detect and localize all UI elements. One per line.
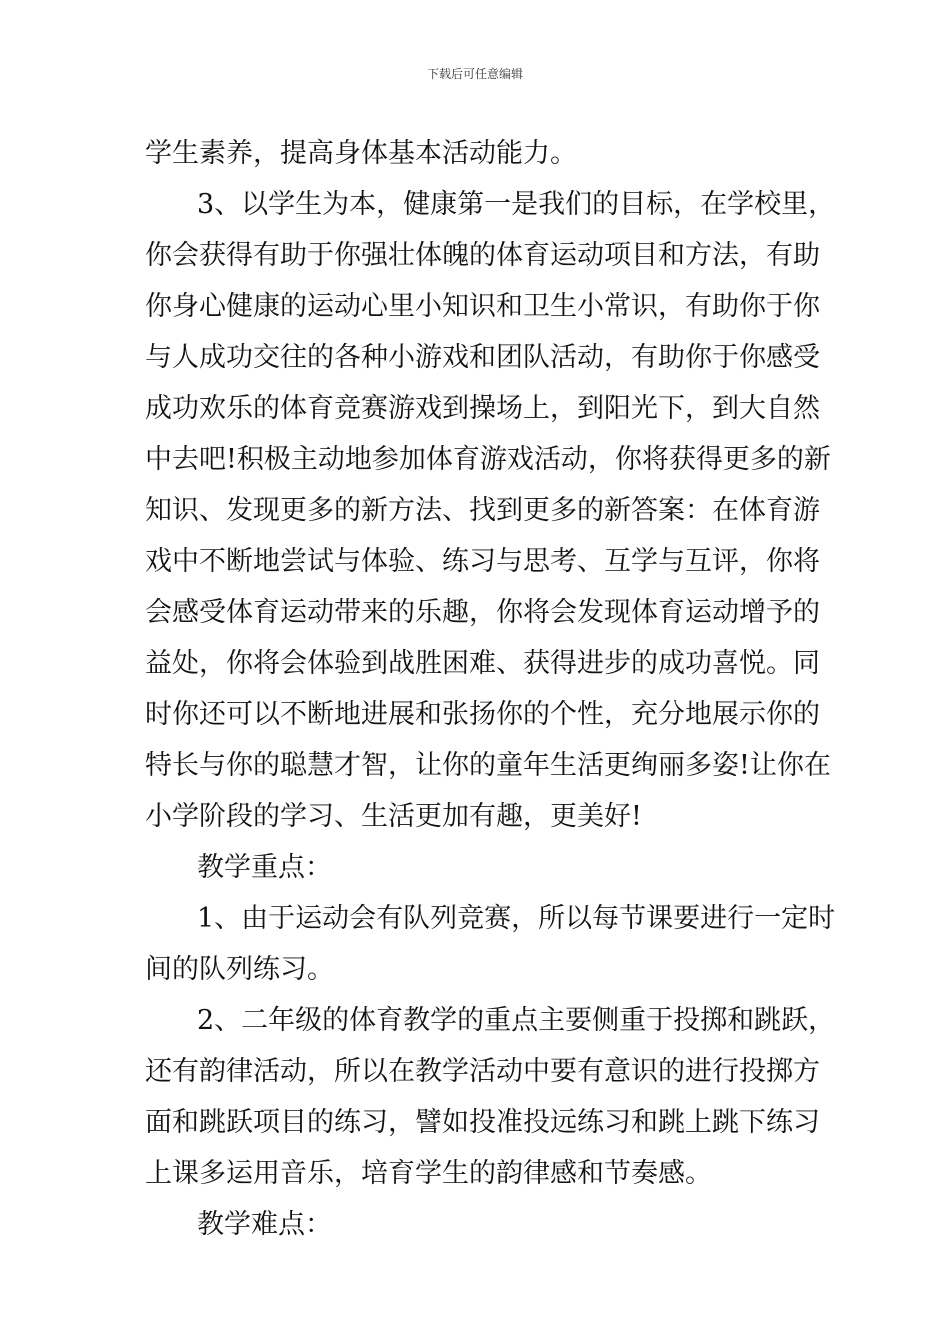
text-line: 益处，你将会体验到战胜困难、获得进步的成功喜悦。同: [145, 648, 820, 679]
text-line: 与人成功交往的各种小游戏和团队活动，有助你于你感受: [145, 342, 820, 373]
text-line: 上课多运用音乐，培育学生的韵律感和节奏感。: [145, 1158, 712, 1189]
text-line: 小学阶段的学习、生活更加有趣，更美好!: [145, 801, 642, 832]
text-line: 戏中不断地尝试与体验、练习与思考、互学与互评，你将: [145, 546, 820, 577]
text-line: 你会获得有助于你强壮体魄的体育运动项目和方法，有助: [145, 240, 820, 271]
text-line: 成功欢乐的体育竞赛游戏到操场上，到阳光下，到大自然: [145, 393, 820, 424]
section-heading: 教学重点：: [197, 852, 332, 883]
document-body: [145, 128, 836, 1250]
text-line: 知识、发现更多的新方法、找到更多的新答案：在体育游: [145, 495, 820, 526]
text-line: 你身心健康的运动心里小知识和卫生小常识，有助你于你: [145, 291, 820, 322]
text-line: 面和跳跃项目的练习，譬如投准投远练习和跳上跳下练习: [145, 1107, 820, 1138]
header-note: 下载后可任意编辑: [426, 67, 523, 81]
text-line: 2、二年级的体育教学的重点主要侧重于投掷和跳跃，: [197, 1005, 836, 1036]
section-heading: 教学难点：: [197, 1209, 332, 1240]
text-line: 还有韵律活动，所以在教学活动中要有意识的进行投掷方: [145, 1056, 820, 1087]
text-line: 学生素养，提高身体基本活动能力。: [145, 138, 577, 169]
text-line: 间的队列练习。: [145, 954, 334, 985]
text-line: 中去吧!积极主动地参加体育游戏活动，你将获得更多的新: [145, 444, 831, 475]
text-line: 特长与你的聪慧才智，让你的童年生活更绚丽多姿!让你在: [145, 750, 831, 781]
text-line: 会感受体育运动带来的乐趣，你将会发现体育运动增予的: [145, 597, 820, 628]
text-line: 3、以学生为本，健康第一是我们的目标，在学校里，: [197, 189, 836, 220]
text-line: 时你还可以不断地进展和张扬你的个性，充分地展示你的: [145, 699, 820, 730]
text-line: 1、由于运动会有队列竞赛，所以每节课要进行一定时: [197, 903, 836, 934]
